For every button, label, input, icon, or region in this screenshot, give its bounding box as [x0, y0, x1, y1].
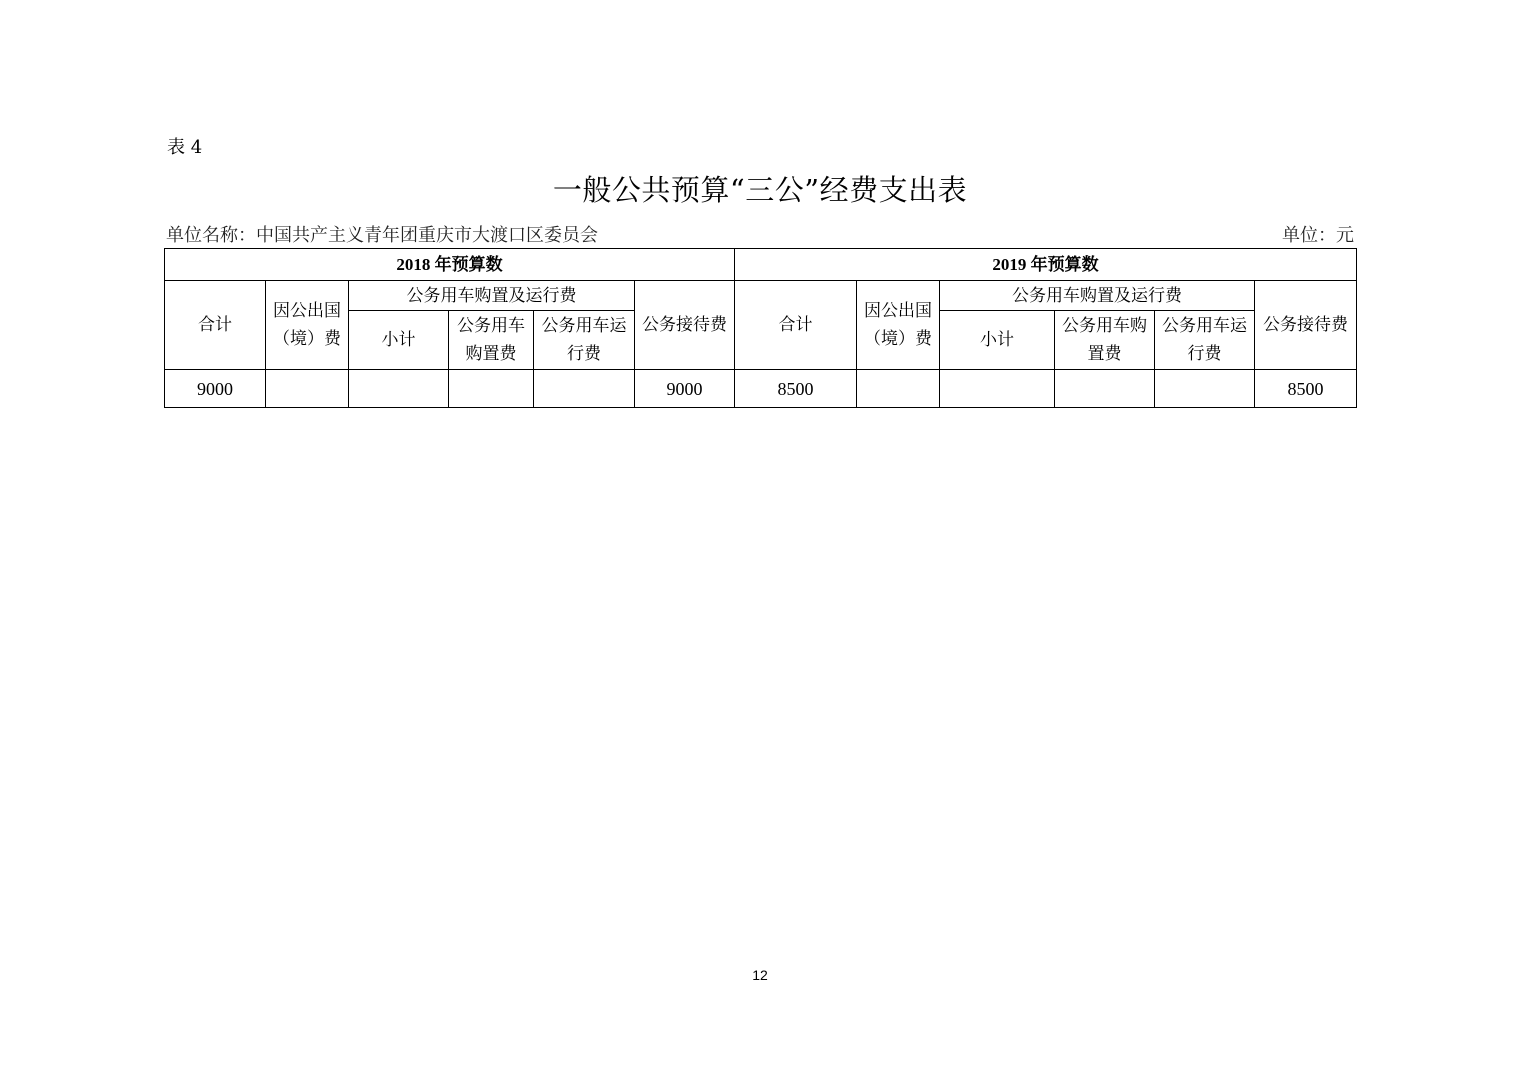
header-vehicle-group-2019: 公务用车购置及运行费: [940, 281, 1255, 311]
table-row: [165, 370, 1357, 408]
cell-vehicle-purchase-2018: [449, 370, 534, 408]
cell-subtotal-2019: [940, 370, 1055, 408]
cell-vehicle-operation-2019: [1155, 370, 1255, 408]
budget-table: [164, 248, 1357, 408]
cell-reception-2019: 8500: [1255, 370, 1357, 408]
header-total-2019: 合计: [735, 281, 857, 370]
cell-vehicle-operation-2018: [534, 370, 635, 408]
header-subtotal-2018: 小计: [349, 311, 449, 370]
table-number-label: 表 4: [167, 137, 203, 158]
header-abroad-2019: 因公出国（境）费: [857, 281, 940, 370]
cell-total-2019: 8500: [735, 370, 857, 408]
document-title: 一般公共预算“三公”经费支出表: [552, 173, 968, 207]
cell-total-2018: 9000: [165, 370, 266, 408]
header-subtotal-2019: 小计: [940, 311, 1055, 370]
header-vehicle-operation-2019: 公务用车运行费: [1155, 311, 1255, 370]
header-vehicle-purchase-2018: 公务用车购置费: [449, 311, 534, 370]
unit-name-label: 单位名称：中国共产主义青年团重庆市大渡口区委员会: [166, 225, 598, 246]
header-vehicle-purchase-2019: 公务用车购置费: [1055, 311, 1155, 370]
page-number: 12: [752, 967, 768, 983]
year-2018-header: 2018 年预算数: [165, 249, 735, 281]
header-total-2018: 合计: [165, 281, 266, 370]
header-abroad-2018: 因公出国（境）费: [266, 281, 349, 370]
currency-unit-label: 单位：元: [1282, 225, 1354, 246]
cell-subtotal-2018: [349, 370, 449, 408]
header-vehicle-group-2018: 公务用车购置及运行费: [349, 281, 635, 311]
cell-abroad-2018: [266, 370, 349, 408]
header-reception-2019: 公务接待费: [1255, 281, 1357, 370]
cell-reception-2018: 9000: [635, 370, 735, 408]
cell-vehicle-purchase-2019: [1055, 370, 1155, 408]
header-reception-2018: 公务接待费: [635, 281, 735, 370]
cell-abroad-2019: [857, 370, 940, 408]
header-vehicle-operation-2018: 公务用车运行费: [534, 311, 635, 370]
year-2019-header: 2019 年预算数: [735, 249, 1357, 281]
